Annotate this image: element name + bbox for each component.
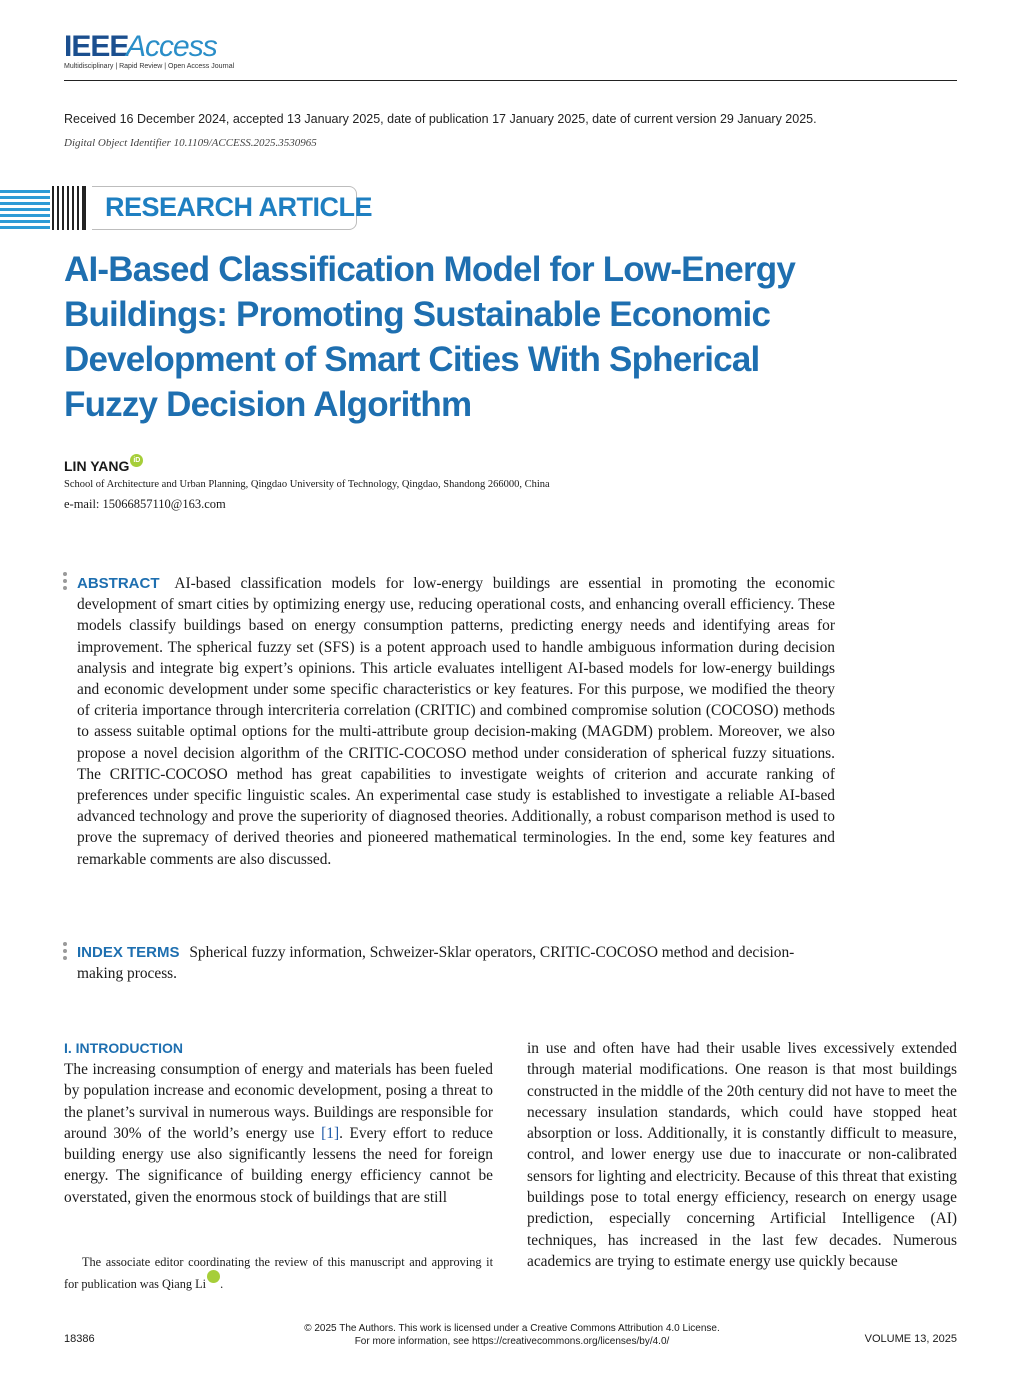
author-name: LIN YANG: [64, 458, 130, 474]
intro-left-column: [64, 1038, 493, 1208]
index-terms-text: Spherical fuzzy information, Schweizer-Sklar operators, CRITIC-COCOSO method and decision-making process.: [77, 944, 795, 983]
article-type-banner: RESEARCH ARTICLE: [105, 192, 373, 222]
logo-tagline: Multidisciplinary | Rapid Review | Open Access Journal: [64, 63, 235, 70]
paper-title: AI-Based Classification Model for Low-Energy Buildings: Promoting Sustainable Economic Development of Smart Cities With Spherical Fuzzy Decision Algorithm: [64, 250, 796, 424]
orcid-icon[interactable]: iD: [130, 454, 143, 467]
doi-line: Digital Object Identifier 10.1109/ACCESS.2025.3530965: [64, 137, 317, 149]
index-terms-label: INDEX TERMS: [77, 944, 180, 961]
banner-barcode: [50, 186, 90, 230]
author-email: e-mail: 15066857110@163.com: [64, 497, 226, 511]
banner-stripes: [0, 186, 50, 230]
abstract: [77, 573, 835, 870]
orcid-icon[interactable]: iD: [207, 1270, 220, 1283]
license-notice: [200, 1322, 824, 1348]
intro-text-part2: . Every effort to reduce building energy use also significantly lessens the need for foreign energy. The significance of building energy efficiency cannot be overstated, given the enormous stock of buildings that are still: [64, 1124, 493, 1206]
abstract-label: ABSTRACT: [77, 575, 160, 592]
intro-heading: I. INTRODUCTION: [64, 1040, 183, 1056]
author-affiliation: School of Architecture and Urban Planning, Qingdao University of Technology, Qingdao, Shandong 266000, China: [64, 479, 550, 490]
index-terms-dots-icon: [63, 942, 68, 963]
index-terms: [77, 942, 835, 984]
author-line: [64, 458, 143, 474]
header-rule: [64, 80, 957, 81]
received-line: Received 16 December 2024, accepted 13 January 2025, date of publication 17 January 2025, date of current version 29 January 2025.: [64, 112, 817, 126]
intro-right-column: in use and often have had their usable lives excessively extended through material modifications. One reason is that most buildings constructed in the middle of the 20th century did not have to meet the necessary insulation standards, which could have stopped heat absorption or loss. Additionally, it is constantly difficult to measure, control, and lower energy use due to inaccurate or non-calibrated sensors for lighting and electricity. Because of this threat that existing buildings pose to total energy efficiency, research on energy usage prediction, especially concerning Artificial Intelligence (AI) techniques, has increased in the last few decades. Numerous academics are trying to estimate energy use quickly because: [527, 1040, 957, 1270]
volume-info: VOLUME 13, 2025: [864, 1333, 957, 1345]
citation-link[interactable]: [1]: [321, 1124, 340, 1142]
abstract-dots-icon: [63, 572, 68, 593]
editor-footnote: The associate editor coordinating the review of this manuscript and approving it for publication was Qiang LiiD.: [64, 1255, 493, 1291]
license-url[interactable]: For more information, see https://creativecommons.org/licenses/by/4.0/: [354, 1336, 670, 1347]
footnote-text: The associate editor coordinating the review of this manuscript and approving it for publication was Qiang Li: [64, 1255, 493, 1291]
journal-logo: [64, 30, 264, 74]
license-line: © 2025 The Authors. This work is licensed under a Creative Commons Attribution 4.0 License.: [304, 1323, 720, 1334]
logo-access: Access: [126, 30, 217, 63]
logo-ieee: IEEE: [64, 30, 129, 63]
page-number: 18386: [64, 1333, 95, 1345]
abstract-text: AI-based classification models for low-energy buildings are essential in promoting the economic development of smart cities by optimizing energy use, reducing operational costs, and enhancing overall efficiency. These models classify buildings based on energy consumption patterns, predicting energy needs and identifying areas for improvement. The spherical fuzzy set (SFS) is a potent approach used to handle ambiguous information during decision analysis and integrate big expert’s opinions. This article evaluates intelligent AI-based models for low-energy buildings and economic development under some specific characteristics or key features. For this purpose, we modified the theory of criteria importance through intercriteria correlation (CRITIC) and combined compromise solution (COCOSO) methods to assess suitable optimal options for the multi-attribute group decision-making (MAGDM) problem. Moreover, we also propose a novel decision algorithm of the CRITIC-COCOSO method under consideration of spherical fuzzy situations. The CRITIC-COCOSO method has great capabilities to investigate weights of criterion and accurate ranking of preferences under specific linguistic scales. An experimental case study is established to investigate a reliable AI-based advanced technology and prove the superiority of diagnosed theories. Additionally, a robust comparison method is used to prove the supremacy of derived theories and pioneered mathematical terminologies. In the end, some key features and remarkable comments are also discussed.: [77, 575, 836, 868]
intro-text-part1: The increasing consumption of energy and materials has been fueled by population increase and economic development, posing a threat to the planet’s survival in numerous ways. Buildings are responsible for around 30% of the world’s energy use: [64, 1061, 493, 1142]
